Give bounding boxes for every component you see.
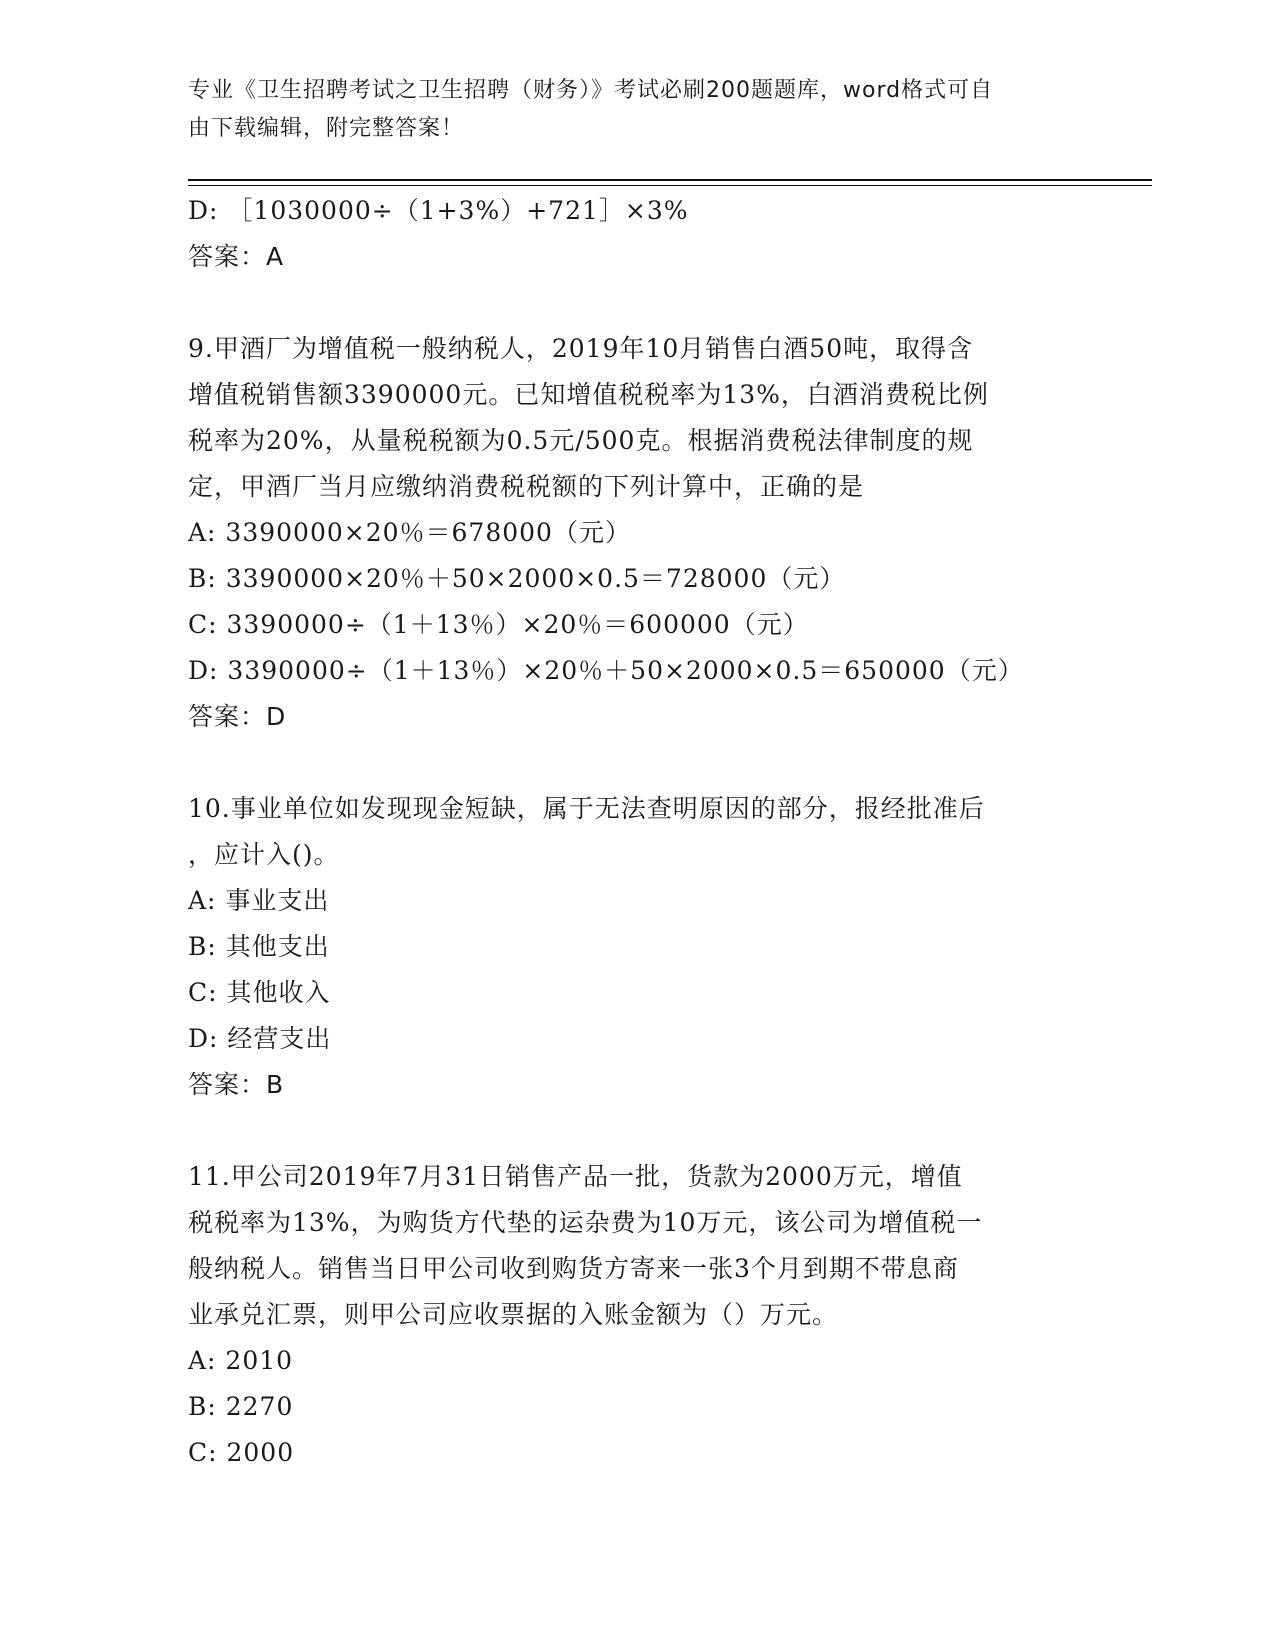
q11-stem-line: 业承兑汇票，则甲公司应收票据的入账金额为（）万元。 — [188, 1300, 839, 1329]
q11-option-b: B: 2270 — [188, 1392, 294, 1421]
header-line-1: 专业《卫生招聘考试之卫生招聘（财务）》考试必刷200题题库，word格式可自 — [188, 78, 994, 103]
q9-answer: 答案：D — [188, 702, 287, 731]
q9-option-b: B: 3390000×20％＋50×2000×0.5＝728000（元） — [188, 564, 846, 593]
q10-stem — [188, 786, 1088, 878]
q11-stem-line: 税税率为13%，为购货方代垫的运杂费为10万元，该公司为增值税一 — [188, 1208, 983, 1237]
document-header — [188, 72, 1088, 148]
q9-stem-line: 税率为20%，从量税税额为0.5元/500克。根据消费税法律制度的规 — [188, 426, 974, 455]
spacer — [188, 1108, 1088, 1154]
q11-stem-line: 11.甲公司2019年7月31日销售产品一批，货款为2000万元，增值 — [188, 1162, 963, 1191]
q10-option-c: C: 其他收入 — [188, 978, 331, 1007]
q10-stem-line: 10.事业单位如发现现金短缺，属于无法查明原因的部分，报经批准后 — [188, 794, 985, 823]
q9-option-c: C: 3390000÷（1＋13％）×20％＝600000（元） — [188, 610, 809, 639]
header-divider-thin — [188, 185, 1152, 186]
q9-stem-line: 9.甲酒厂为增值税一般纳税人，2019年10月销售白酒50吨，取得含 — [188, 334, 974, 363]
q10-option-b: B: 其他支出 — [188, 932, 330, 961]
q10-answer: 答案：B — [188, 1070, 285, 1099]
q11-option-a: A: 2010 — [188, 1346, 294, 1375]
q10-option-a: A: 事业支出 — [188, 886, 330, 915]
q11-option-c: C: 2000 — [188, 1438, 295, 1467]
q10-stem-line: ，应计入()。 — [188, 840, 340, 869]
q8-option-d: D: ［1030000÷（1+3%）+721］×3% — [188, 196, 689, 225]
spacer — [188, 280, 1088, 326]
q9-stem-line: 增值税销售额3390000元。已知增值税税率为13%，白酒消费税比例 — [188, 380, 989, 409]
q10-option-d: D: 经营支出 — [188, 1024, 332, 1053]
q8-answer: 答案：A — [188, 242, 285, 271]
q11-stem — [188, 1154, 1088, 1338]
document-body — [188, 188, 1088, 1476]
spacer — [188, 740, 1088, 786]
q9-option-a: A: 3390000×20％＝678000（元） — [188, 518, 631, 547]
header-divider-thick — [188, 179, 1152, 181]
q9-stem-line: 定，甲酒厂当月应缴纳消费税税额的下列计算中，正确的是 — [188, 472, 865, 501]
q9-option-d: D: 3390000÷（1＋13％）×20％＋50×2000×0.5＝650000（元） — [188, 656, 1024, 685]
q11-stem-line: 般纳税人。销售当日甲公司收到购货方寄来一张3个月到期不带息商 — [188, 1254, 959, 1283]
q9-stem — [188, 326, 1088, 510]
header-line-2: 由下载编辑，附完整答案！ — [188, 116, 465, 141]
